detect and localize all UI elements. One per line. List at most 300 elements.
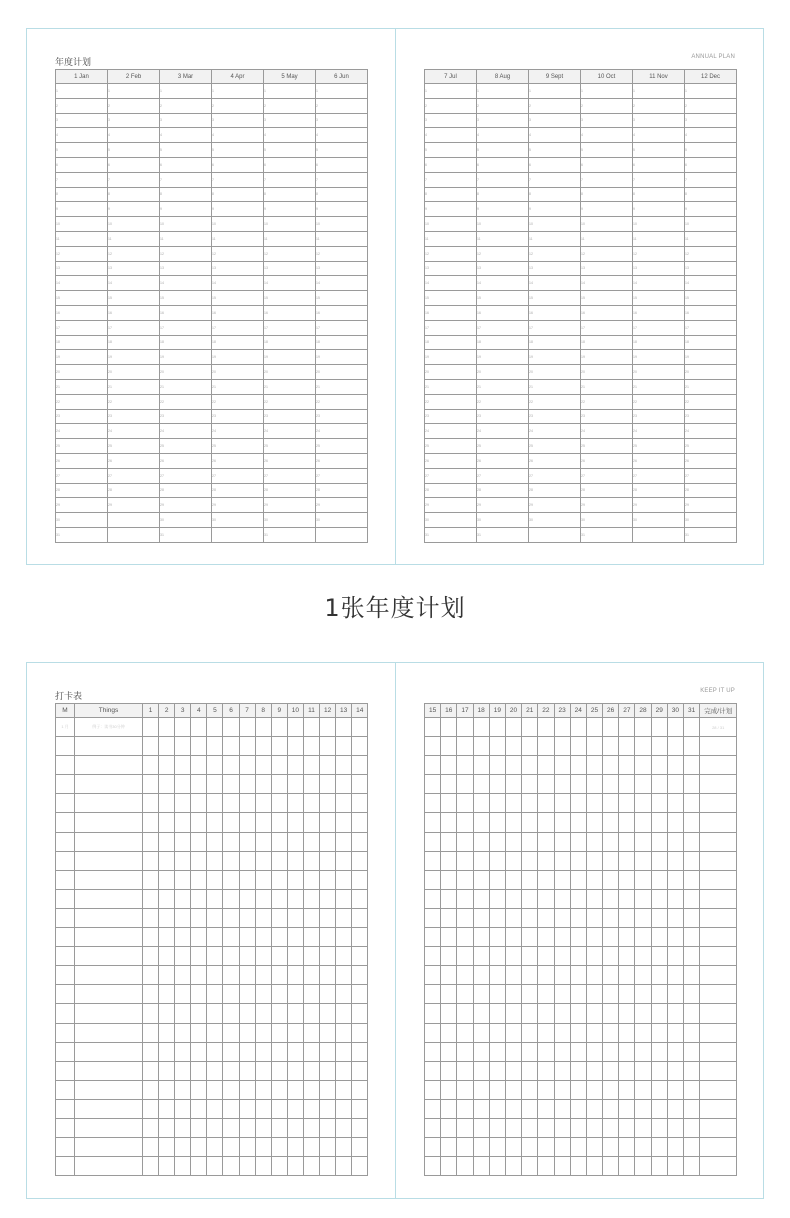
day-cell[interactable]: 28 <box>264 483 316 498</box>
checkin-cell[interactable] <box>320 1004 336 1023</box>
checkin-cell[interactable] <box>667 1099 683 1118</box>
day-cell[interactable]: 28 <box>316 483 368 498</box>
day-cell[interactable]: 10 <box>425 217 477 232</box>
day-cell[interactable]: 1 <box>212 84 264 99</box>
day-cell[interactable]: 4 <box>425 128 477 143</box>
checkin-cell[interactable] <box>255 718 271 737</box>
checkin-cell[interactable] <box>651 1061 667 1080</box>
checkin-cell[interactable] <box>522 813 538 832</box>
checkin-cell[interactable] <box>570 928 586 947</box>
checkin-cell[interactable] <box>352 985 368 1004</box>
checkin-cell[interactable] <box>303 851 319 870</box>
checkin-cell[interactable] <box>143 947 159 966</box>
checkin-cell[interactable] <box>425 870 441 889</box>
day-cell[interactable]: 25 <box>160 439 212 454</box>
day-cell[interactable]: 31 <box>56 527 108 542</box>
checkin-cell[interactable] <box>56 775 75 794</box>
checkin-cell[interactable] <box>619 718 635 737</box>
checkin-cell[interactable] <box>538 870 554 889</box>
checkin-cell[interactable] <box>603 851 619 870</box>
checkin-cell[interactable] <box>255 1023 271 1042</box>
checkin-cell[interactable] <box>522 1138 538 1157</box>
checkin-cell[interactable] <box>143 1118 159 1137</box>
day-cell[interactable]: 28 <box>581 483 633 498</box>
checkin-cell[interactable] <box>352 947 368 966</box>
checkin-cell[interactable] <box>352 794 368 813</box>
checkin-cell[interactable] <box>352 851 368 870</box>
checkin-cell[interactable] <box>619 775 635 794</box>
day-cell[interactable]: 6 <box>56 157 108 172</box>
day-cell[interactable]: 4 <box>633 128 685 143</box>
checkin-cell[interactable] <box>159 756 175 775</box>
day-cell[interactable]: 27 <box>108 468 160 483</box>
checkin-cell[interactable] <box>619 1118 635 1137</box>
day-cell[interactable]: 23 <box>581 409 633 424</box>
checkin-cell[interactable] <box>143 1099 159 1118</box>
day-cell[interactable]: 27 <box>685 468 737 483</box>
checkin-cell[interactable] <box>75 1138 143 1157</box>
checkin-cell[interactable] <box>303 1118 319 1137</box>
checkin-cell[interactable] <box>473 718 489 737</box>
checkin-cell[interactable] <box>667 908 683 927</box>
checkin-cell[interactable] <box>239 889 255 908</box>
day-cell[interactable]: 6 <box>108 157 160 172</box>
day-cell[interactable]: 18 <box>108 335 160 350</box>
checkin-cell[interactable] <box>441 832 457 851</box>
checkin-cell[interactable] <box>159 966 175 985</box>
checkin-cell[interactable] <box>425 928 441 947</box>
checkin-cell[interactable] <box>303 737 319 756</box>
day-cell[interactable]: 28 <box>685 483 737 498</box>
day-cell[interactable]: 12 <box>633 246 685 261</box>
day-cell[interactable]: 13 <box>316 261 368 276</box>
checkin-cell[interactable] <box>56 1042 75 1061</box>
checkin-cell[interactable]: 28 / 31 <box>700 718 737 737</box>
checkin-cell[interactable] <box>75 832 143 851</box>
checkin-cell[interactable] <box>352 718 368 737</box>
day-cell[interactable]: 18 <box>581 335 633 350</box>
checkin-cell[interactable] <box>684 985 700 1004</box>
checkin-cell[interactable] <box>651 813 667 832</box>
day-cell[interactable]: 31 <box>685 527 737 542</box>
checkin-cell[interactable] <box>586 813 602 832</box>
day-cell[interactable]: 16 <box>160 305 212 320</box>
checkin-cell[interactable] <box>207 928 223 947</box>
checkin-cell[interactable] <box>538 775 554 794</box>
day-cell[interactable]: 24 <box>477 424 529 439</box>
checkin-cell[interactable] <box>175 1118 191 1137</box>
checkin-cell[interactable] <box>505 756 521 775</box>
checkin-cell[interactable] <box>651 1157 667 1176</box>
checkin-cell[interactable] <box>352 1099 368 1118</box>
checkin-cell[interactable] <box>603 737 619 756</box>
checkin-cell[interactable] <box>56 1004 75 1023</box>
checkin-cell[interactable] <box>489 1099 505 1118</box>
day-cell[interactable]: 21 <box>633 379 685 394</box>
checkin-cell[interactable] <box>489 870 505 889</box>
checkin-cell[interactable] <box>425 1042 441 1061</box>
checkin-cell[interactable] <box>303 1138 319 1157</box>
checkin-cell[interactable] <box>635 737 651 756</box>
checkin-cell[interactable] <box>336 1042 352 1061</box>
checkin-cell[interactable] <box>635 1080 651 1099</box>
day-cell[interactable]: 20 <box>581 365 633 380</box>
checkin-cell[interactable] <box>191 1157 207 1176</box>
checkin-cell[interactable] <box>56 756 75 775</box>
checkin-cell[interactable] <box>75 985 143 1004</box>
day-cell[interactable]: 9 <box>529 202 581 217</box>
day-cell[interactable]: 28 <box>212 483 264 498</box>
day-cell[interactable]: 20 <box>56 365 108 380</box>
checkin-cell[interactable] <box>223 851 239 870</box>
day-cell[interactable]: 31 <box>264 527 316 542</box>
checkin-cell[interactable] <box>207 832 223 851</box>
checkin-cell[interactable] <box>352 1061 368 1080</box>
day-cell[interactable]: 25 <box>529 439 581 454</box>
checkin-cell[interactable] <box>684 718 700 737</box>
checkin-cell[interactable] <box>635 756 651 775</box>
checkin-cell[interactable] <box>619 832 635 851</box>
day-cell[interactable]: 12 <box>160 246 212 261</box>
checkin-cell[interactable] <box>684 813 700 832</box>
day-cell[interactable]: 26 <box>529 453 581 468</box>
day-cell[interactable]: 22 <box>529 394 581 409</box>
checkin-cell[interactable] <box>143 718 159 737</box>
checkin-cell[interactable] <box>684 928 700 947</box>
checkin-cell[interactable] <box>570 737 586 756</box>
checkin-cell[interactable] <box>223 908 239 927</box>
checkin-cell[interactable] <box>425 1080 441 1099</box>
day-cell[interactable]: 13 <box>160 261 212 276</box>
day-cell[interactable]: 13 <box>108 261 160 276</box>
checkin-cell[interactable] <box>538 928 554 947</box>
checkin-cell[interactable] <box>239 1061 255 1080</box>
checkin-cell[interactable] <box>667 966 683 985</box>
day-cell[interactable]: 12 <box>685 246 737 261</box>
checkin-cell[interactable] <box>586 756 602 775</box>
day-cell[interactable]: 12 <box>529 246 581 261</box>
checkin-cell[interactable] <box>635 794 651 813</box>
checkin-cell[interactable] <box>425 1099 441 1118</box>
day-cell[interactable]: 8 <box>581 187 633 202</box>
checkin-cell[interactable] <box>425 908 441 927</box>
checkin-cell[interactable] <box>554 985 570 1004</box>
checkin-cell[interactable] <box>56 737 75 756</box>
day-cell[interactable]: 27 <box>316 468 368 483</box>
checkin-cell[interactable] <box>255 737 271 756</box>
checkin-cell[interactable] <box>667 1042 683 1061</box>
checkin-cell[interactable] <box>223 832 239 851</box>
day-cell[interactable]: 15 <box>477 291 529 306</box>
checkin-cell[interactable] <box>603 1042 619 1061</box>
checkin-cell[interactable] <box>684 832 700 851</box>
checkin-cell[interactable] <box>684 775 700 794</box>
day-cell[interactable]: 16 <box>685 305 737 320</box>
day-cell[interactable]: 12 <box>108 246 160 261</box>
checkin-cell[interactable] <box>603 1099 619 1118</box>
day-cell[interactable]: 10 <box>108 217 160 232</box>
day-cell[interactable]: 4 <box>160 128 212 143</box>
checkin-cell[interactable] <box>554 718 570 737</box>
day-cell[interactable]: 1 <box>108 84 160 99</box>
checkin-cell[interactable] <box>651 737 667 756</box>
checkin-cell[interactable] <box>175 1099 191 1118</box>
day-cell[interactable]: 10 <box>160 217 212 232</box>
checkin-cell[interactable] <box>336 756 352 775</box>
day-cell[interactable]: 8 <box>529 187 581 202</box>
checkin-cell[interactable] <box>457 908 473 927</box>
checkin-cell[interactable] <box>473 775 489 794</box>
checkin-cell[interactable] <box>457 1004 473 1023</box>
checkin-cell[interactable] <box>191 756 207 775</box>
checkin-cell[interactable] <box>352 813 368 832</box>
checkin-cell[interactable] <box>143 851 159 870</box>
checkin-cell[interactable] <box>75 966 143 985</box>
checkin-cell[interactable] <box>700 794 737 813</box>
checkin-cell[interactable] <box>700 889 737 908</box>
day-cell[interactable]: 19 <box>264 350 316 365</box>
checkin-cell[interactable] <box>635 966 651 985</box>
day-cell[interactable] <box>108 513 160 528</box>
checkin-cell[interactable] <box>667 870 683 889</box>
checkin-cell[interactable] <box>191 813 207 832</box>
checkin-cell[interactable] <box>175 832 191 851</box>
checkin-cell[interactable] <box>457 1157 473 1176</box>
checkin-cell[interactable] <box>239 813 255 832</box>
checkin-cell[interactable] <box>473 947 489 966</box>
checkin-cell[interactable] <box>75 756 143 775</box>
checkin-cell[interactable] <box>651 1080 667 1099</box>
checkin-cell[interactable] <box>684 1118 700 1137</box>
checkin-cell[interactable] <box>336 718 352 737</box>
day-cell[interactable]: 8 <box>316 187 368 202</box>
checkin-cell[interactable] <box>554 794 570 813</box>
day-cell[interactable]: 5 <box>529 143 581 158</box>
checkin-cell[interactable] <box>635 1042 651 1061</box>
day-cell[interactable]: 21 <box>581 379 633 394</box>
day-cell[interactable]: 15 <box>212 291 264 306</box>
day-cell[interactable]: 7 <box>685 172 737 187</box>
day-cell[interactable]: 15 <box>160 291 212 306</box>
checkin-cell[interactable] <box>320 1157 336 1176</box>
day-cell[interactable]: 22 <box>212 394 264 409</box>
checkin-cell[interactable] <box>287 1099 303 1118</box>
day-cell[interactable]: 13 <box>264 261 316 276</box>
checkin-cell[interactable] <box>489 775 505 794</box>
day-cell[interactable]: 21 <box>212 379 264 394</box>
checkin-cell[interactable] <box>586 908 602 927</box>
checkin-cell[interactable] <box>473 928 489 947</box>
checkin-cell[interactable] <box>489 813 505 832</box>
checkin-cell[interactable] <box>175 1138 191 1157</box>
day-cell[interactable]: 18 <box>160 335 212 350</box>
day-cell[interactable]: 28 <box>529 483 581 498</box>
checkin-cell[interactable] <box>303 966 319 985</box>
checkin-cell[interactable] <box>271 832 287 851</box>
checkin-cell[interactable] <box>56 966 75 985</box>
checkin-cell[interactable] <box>522 1099 538 1118</box>
checkin-cell[interactable] <box>554 966 570 985</box>
checkin-cell[interactable] <box>554 851 570 870</box>
checkin-cell[interactable] <box>651 870 667 889</box>
checkin-cell[interactable] <box>56 947 75 966</box>
checkin-cell[interactable] <box>473 851 489 870</box>
checkin-cell[interactable] <box>619 889 635 908</box>
day-cell[interactable]: 30 <box>477 513 529 528</box>
checkin-cell[interactable] <box>255 756 271 775</box>
checkin-cell[interactable] <box>522 1023 538 1042</box>
checkin-cell[interactable] <box>303 889 319 908</box>
day-cell[interactable]: 21 <box>316 379 368 394</box>
checkin-cell[interactable] <box>271 928 287 947</box>
day-cell[interactable]: 3 <box>108 113 160 128</box>
day-cell[interactable]: 16 <box>108 305 160 320</box>
checkin-cell[interactable] <box>489 1138 505 1157</box>
checkin-cell[interactable] <box>619 1023 635 1042</box>
checkin-cell[interactable] <box>473 737 489 756</box>
checkin-cell[interactable] <box>425 1023 441 1042</box>
day-cell[interactable]: 25 <box>685 439 737 454</box>
checkin-cell[interactable] <box>667 718 683 737</box>
day-cell[interactable]: 19 <box>108 350 160 365</box>
checkin-cell[interactable] <box>619 1138 635 1157</box>
day-cell[interactable]: 7 <box>425 172 477 187</box>
checkin-cell[interactable] <box>352 928 368 947</box>
day-cell[interactable]: 28 <box>160 483 212 498</box>
checkin-cell[interactable] <box>255 794 271 813</box>
checkin-cell[interactable] <box>554 756 570 775</box>
day-cell[interactable]: 14 <box>56 276 108 291</box>
checkin-cell[interactable] <box>554 1023 570 1042</box>
checkin-cell[interactable] <box>271 1138 287 1157</box>
checkin-cell[interactable] <box>473 756 489 775</box>
checkin-cell[interactable] <box>505 870 521 889</box>
day-cell[interactable]: 26 <box>477 453 529 468</box>
checkin-cell[interactable] <box>352 908 368 927</box>
checkin-cell[interactable] <box>207 851 223 870</box>
checkin-cell[interactable] <box>441 1042 457 1061</box>
checkin-cell[interactable] <box>223 889 239 908</box>
checkin-cell[interactable] <box>505 1042 521 1061</box>
day-cell[interactable]: 23 <box>477 409 529 424</box>
day-cell[interactable]: 5 <box>477 143 529 158</box>
checkin-cell[interactable] <box>457 966 473 985</box>
day-cell[interactable]: 27 <box>56 468 108 483</box>
checkin-cell[interactable] <box>143 813 159 832</box>
checkin-cell[interactable] <box>586 832 602 851</box>
day-cell[interactable]: 16 <box>529 305 581 320</box>
checkin-cell[interactable] <box>303 832 319 851</box>
day-cell[interactable]: 23 <box>633 409 685 424</box>
day-cell[interactable]: 15 <box>685 291 737 306</box>
checkin-cell[interactable] <box>175 966 191 985</box>
checkin-cell[interactable] <box>651 1099 667 1118</box>
checkin-cell[interactable] <box>651 1042 667 1061</box>
checkin-cell[interactable] <box>667 775 683 794</box>
checkin-cell[interactable] <box>191 1042 207 1061</box>
checkin-cell[interactable] <box>287 1080 303 1099</box>
checkin-cell[interactable] <box>457 1138 473 1157</box>
day-cell[interactable]: 18 <box>529 335 581 350</box>
day-cell[interactable]: 14 <box>212 276 264 291</box>
checkin-cell[interactable] <box>320 1061 336 1080</box>
day-cell[interactable]: 9 <box>108 202 160 217</box>
checkin-cell[interactable] <box>570 756 586 775</box>
day-cell[interactable]: 2 <box>425 98 477 113</box>
checkin-cell[interactable] <box>75 1061 143 1080</box>
checkin-cell[interactable] <box>239 985 255 1004</box>
checkin-cell[interactable] <box>271 794 287 813</box>
checkin-cell[interactable] <box>441 737 457 756</box>
day-cell[interactable]: 19 <box>160 350 212 365</box>
checkin-cell[interactable] <box>586 1080 602 1099</box>
checkin-cell[interactable] <box>75 851 143 870</box>
day-cell[interactable]: 20 <box>633 365 685 380</box>
checkin-cell[interactable] <box>619 1157 635 1176</box>
checkin-cell[interactable] <box>651 1023 667 1042</box>
day-cell[interactable]: 7 <box>581 172 633 187</box>
day-cell[interactable]: 23 <box>316 409 368 424</box>
checkin-cell[interactable] <box>175 737 191 756</box>
day-cell[interactable]: 7 <box>529 172 581 187</box>
checkin-cell[interactable] <box>538 1099 554 1118</box>
checkin-cell[interactable] <box>441 718 457 737</box>
checkin-cell[interactable] <box>425 985 441 1004</box>
checkin-cell[interactable] <box>457 1061 473 1080</box>
day-cell[interactable]: 11 <box>633 231 685 246</box>
checkin-cell[interactable] <box>75 1099 143 1118</box>
day-cell[interactable]: 19 <box>633 350 685 365</box>
day-cell[interactable]: 16 <box>425 305 477 320</box>
checkin-cell[interactable] <box>586 737 602 756</box>
checkin-cell[interactable] <box>603 966 619 985</box>
checkin-cell[interactable] <box>223 1118 239 1137</box>
checkin-cell[interactable] <box>56 1080 75 1099</box>
checkin-cell[interactable] <box>352 1004 368 1023</box>
checkin-cell[interactable] <box>255 1118 271 1137</box>
checkin-cell[interactable] <box>239 1004 255 1023</box>
checkin-cell[interactable] <box>425 1004 441 1023</box>
checkin-cell[interactable] <box>191 775 207 794</box>
checkin-cell[interactable] <box>223 756 239 775</box>
checkin-cell[interactable] <box>320 1138 336 1157</box>
checkin-cell[interactable] <box>489 1080 505 1099</box>
day-cell[interactable]: 16 <box>316 305 368 320</box>
day-cell[interactable]: 13 <box>685 261 737 276</box>
day-cell[interactable]: 15 <box>581 291 633 306</box>
checkin-cell[interactable] <box>336 966 352 985</box>
checkin-cell[interactable] <box>143 1061 159 1080</box>
day-cell[interactable]: 22 <box>581 394 633 409</box>
checkin-cell[interactable] <box>441 928 457 947</box>
checkin-cell[interactable] <box>255 851 271 870</box>
checkin-cell[interactable] <box>700 947 737 966</box>
day-cell[interactable]: 3 <box>264 113 316 128</box>
checkin-cell[interactable] <box>159 832 175 851</box>
day-cell[interactable]: 17 <box>425 320 477 335</box>
checkin-cell[interactable] <box>441 1118 457 1137</box>
checkin-cell[interactable] <box>667 794 683 813</box>
day-cell[interactable]: 17 <box>529 320 581 335</box>
day-cell[interactable]: 18 <box>477 335 529 350</box>
checkin-cell[interactable] <box>320 870 336 889</box>
day-cell[interactable]: 31 <box>477 527 529 542</box>
day-cell[interactable]: 27 <box>425 468 477 483</box>
checkin-cell[interactable] <box>287 928 303 947</box>
checkin-cell[interactable] <box>56 832 75 851</box>
checkin-cell[interactable] <box>554 908 570 927</box>
day-cell[interactable]: 9 <box>685 202 737 217</box>
